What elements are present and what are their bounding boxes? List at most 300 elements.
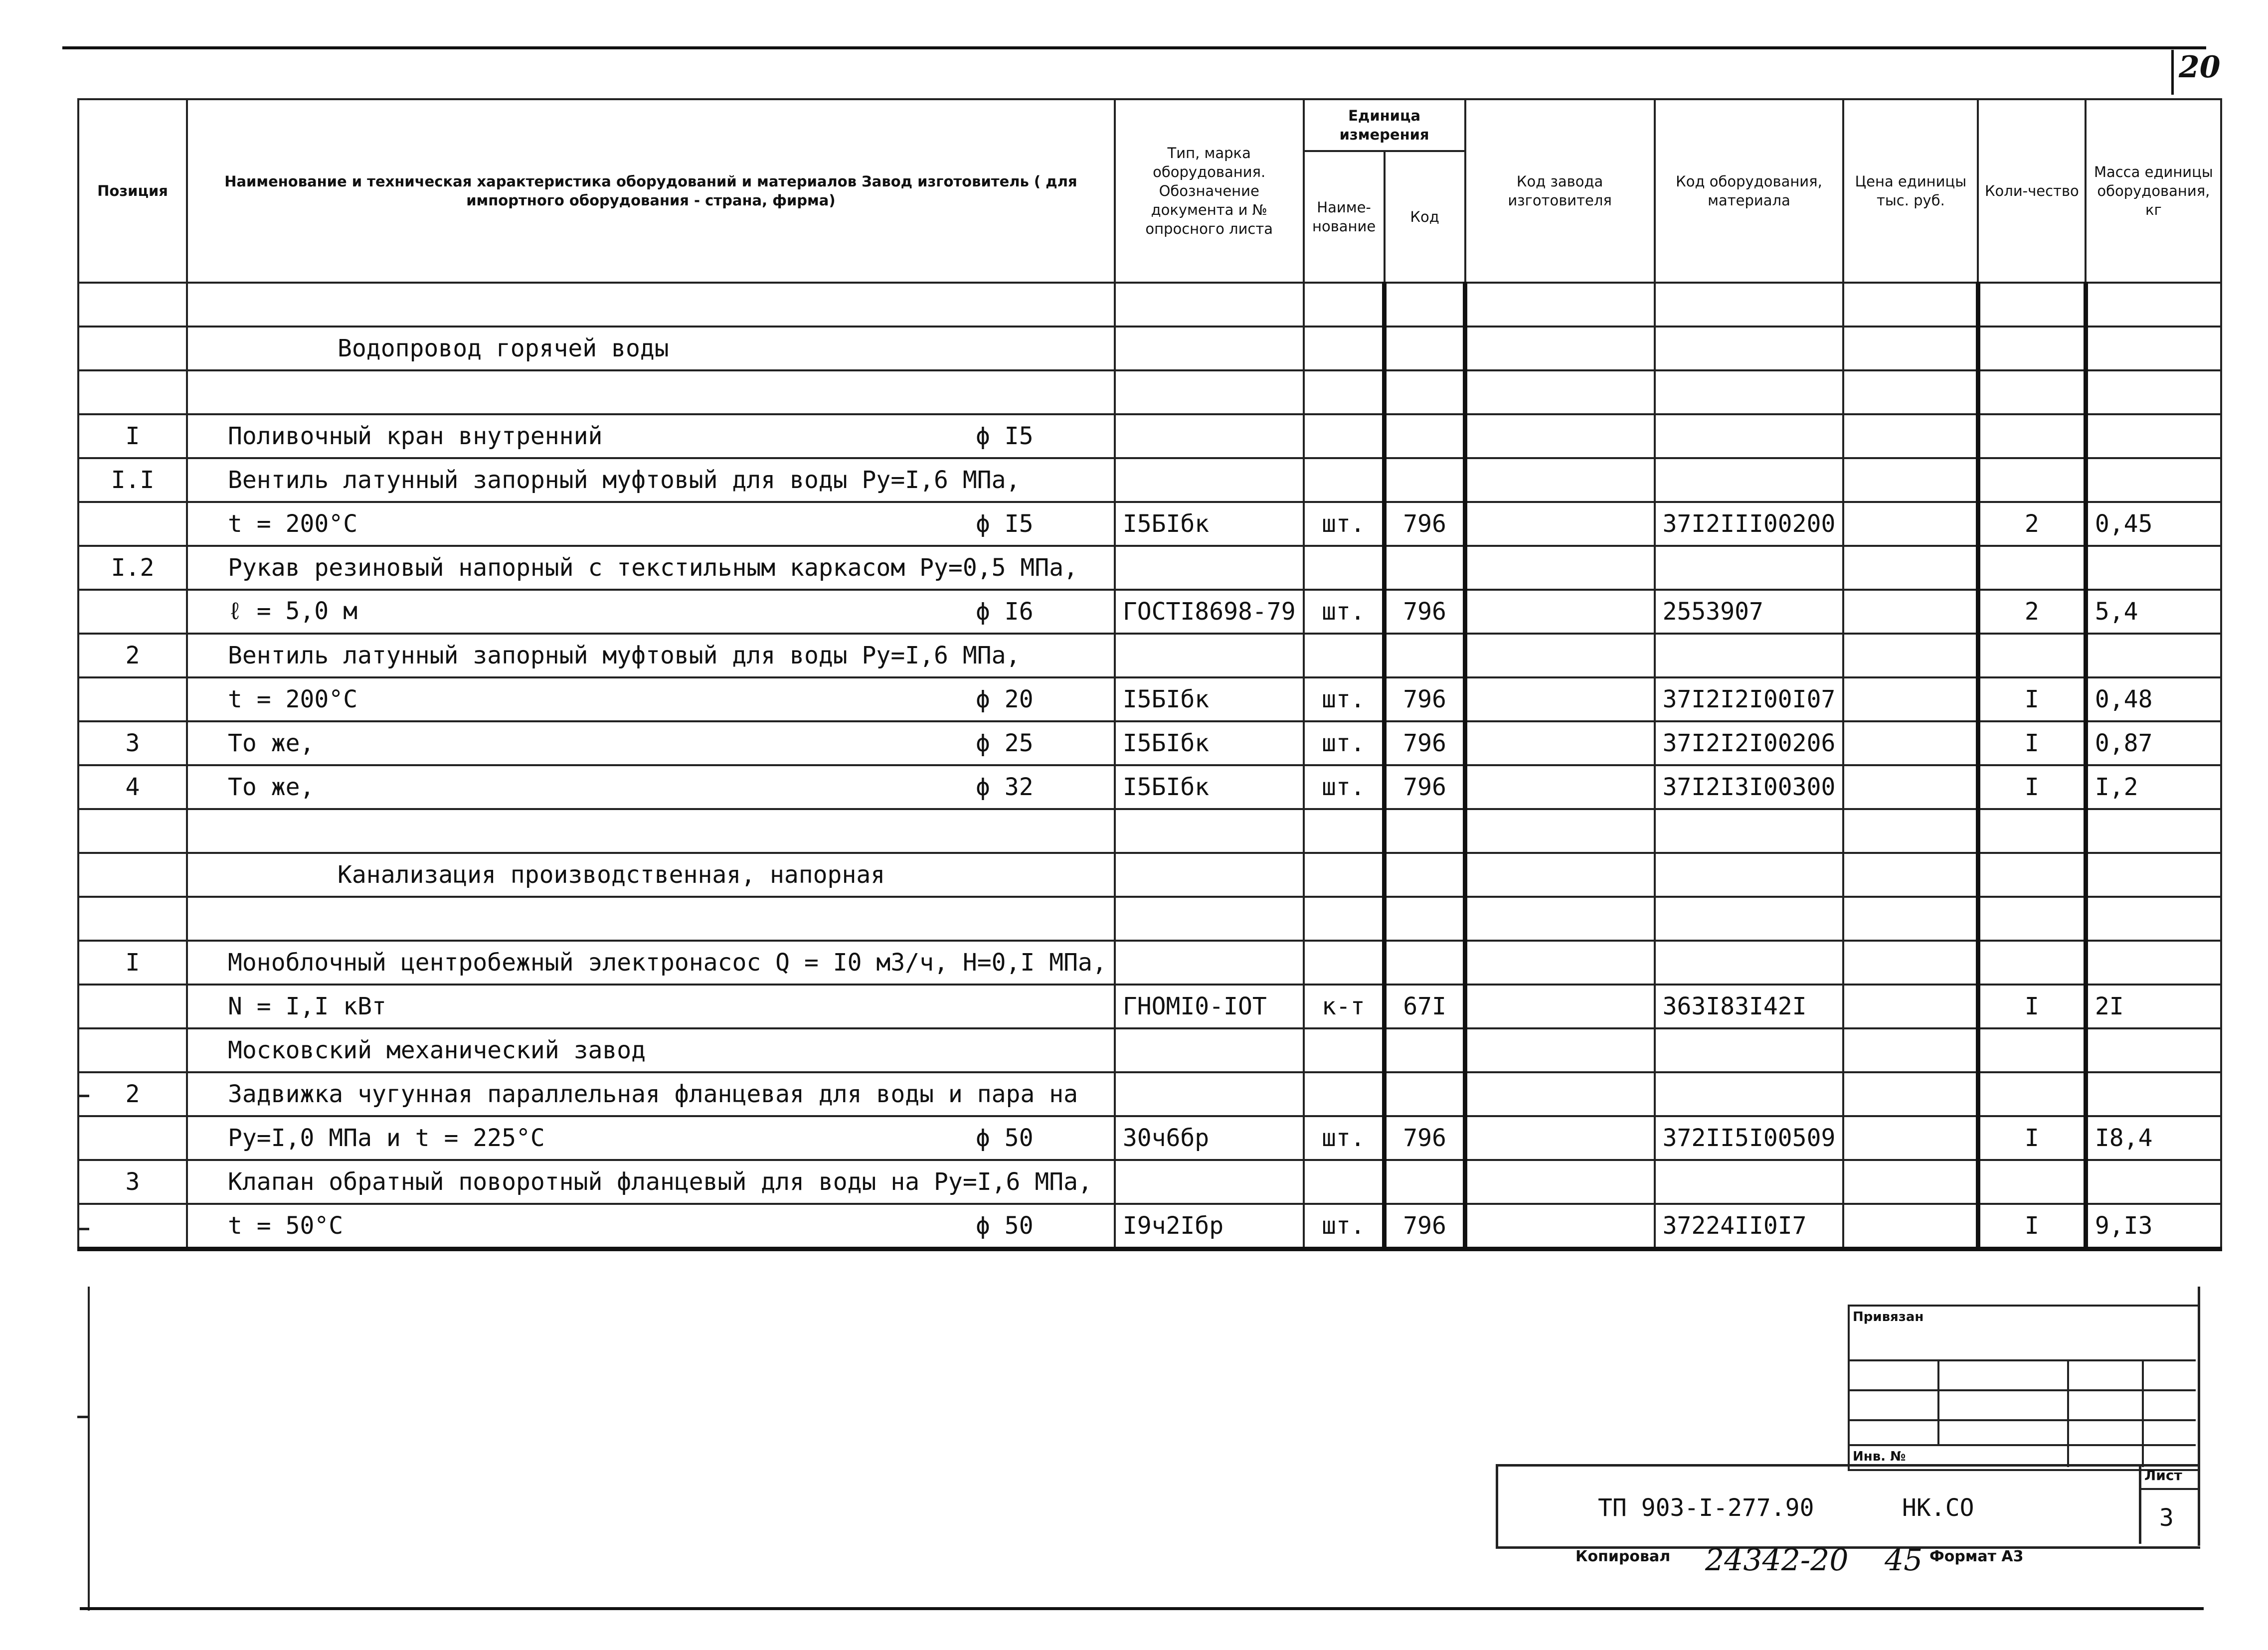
header-plant-code: Код завода изготовителя bbox=[1465, 99, 1655, 283]
row-mass bbox=[2086, 634, 2221, 677]
row-plant-code bbox=[1465, 765, 1655, 809]
row-name bbox=[187, 1204, 1115, 1249]
row-type: I5БIбк bbox=[1115, 677, 1304, 721]
sheet-label: Лист bbox=[2144, 1467, 2182, 1484]
row-unit-name bbox=[1304, 327, 1385, 370]
row-unit-name bbox=[1304, 458, 1385, 502]
row-position bbox=[78, 370, 187, 414]
row-name bbox=[187, 897, 1115, 941]
row-diameter: ϕ 20 bbox=[976, 685, 1034, 713]
row-diameter: ϕ I6 bbox=[976, 598, 1034, 626]
row-qty bbox=[1978, 283, 2086, 327]
row-name bbox=[187, 634, 1115, 677]
row-unit-code: 796 bbox=[1385, 677, 1465, 721]
row-position bbox=[78, 853, 187, 897]
row-mass bbox=[2086, 897, 2221, 941]
row-qty bbox=[1978, 458, 2086, 502]
row-plant-code bbox=[1465, 985, 1655, 1028]
sheet-value: 3 bbox=[2159, 1504, 2174, 1532]
row-price bbox=[1843, 283, 1978, 327]
footer-signature-number: 45 bbox=[1885, 1543, 1923, 1578]
document-mark: НК.СО bbox=[1902, 1494, 1974, 1522]
row-qty bbox=[1978, 634, 2086, 677]
row-mass: 0,45 bbox=[2086, 502, 2221, 546]
row-price bbox=[1843, 546, 1978, 590]
table-row bbox=[78, 327, 2221, 370]
archive-number: 24342-20 bbox=[1705, 1543, 1849, 1578]
row-position: 2 bbox=[78, 634, 187, 677]
row-type: I5БIбк bbox=[1115, 765, 1304, 809]
row-price bbox=[1843, 414, 1978, 458]
row-qty bbox=[1978, 1072, 2086, 1116]
margin-tick bbox=[77, 1228, 89, 1230]
row-equip-code: 37224II0I7 bbox=[1655, 1204, 1844, 1249]
row-price bbox=[1843, 897, 1978, 941]
row-name-text: Водопровод горячей воды bbox=[338, 334, 669, 362]
row-mass: 9,I3 bbox=[2086, 1204, 2221, 1249]
row-price bbox=[1843, 1028, 1978, 1072]
table-row bbox=[78, 677, 2221, 721]
row-name bbox=[187, 1116, 1115, 1160]
stamp-rule bbox=[2067, 1359, 2069, 1467]
row-equip-code: 37I2I2I00206 bbox=[1655, 721, 1844, 765]
row-mass: I,2 bbox=[2086, 765, 2221, 809]
row-unit-code bbox=[1385, 414, 1465, 458]
row-mass: 0,87 bbox=[2086, 721, 2221, 765]
row-unit-name bbox=[1304, 897, 1385, 941]
row-unit-name bbox=[1304, 414, 1385, 458]
row-diameter: ϕ 25 bbox=[976, 729, 1034, 757]
row-type bbox=[1115, 414, 1304, 458]
row-name bbox=[187, 414, 1115, 458]
row-mass bbox=[2086, 283, 2221, 327]
header-position: Позиция bbox=[78, 99, 187, 283]
row-unit-code bbox=[1385, 853, 1465, 897]
row-name bbox=[187, 283, 1115, 327]
row-unit-code bbox=[1385, 327, 1465, 370]
row-equip-code: 37I2I3I00300 bbox=[1655, 765, 1844, 809]
row-plant-code bbox=[1465, 327, 1655, 370]
row-price bbox=[1843, 1116, 1978, 1160]
row-unit-code bbox=[1385, 634, 1465, 677]
row-qty: I bbox=[1978, 721, 2086, 765]
row-mass bbox=[2086, 1028, 2221, 1072]
header-name: Наименование и техническая характеристика оборудований и материалов Завод изготовитель ( для импортного оборудования - страна, фирма) bbox=[187, 99, 1115, 283]
row-name-text: t = 200°C bbox=[228, 510, 358, 538]
row-unit-name bbox=[1304, 370, 1385, 414]
row-equip-code: 363I83I42I bbox=[1655, 985, 1844, 1028]
row-name-text: Московский механический завод bbox=[228, 1036, 646, 1064]
row-qty bbox=[1978, 941, 2086, 985]
row-mass bbox=[2086, 941, 2221, 985]
stamp-rule bbox=[1937, 1359, 1939, 1444]
table-row bbox=[78, 1204, 2221, 1249]
row-price bbox=[1843, 1160, 1978, 1204]
row-price bbox=[1843, 677, 1978, 721]
row-qty bbox=[1978, 546, 2086, 590]
row-name-text: t = 50°C bbox=[228, 1212, 344, 1240]
row-position bbox=[78, 590, 187, 634]
row-diameter: ϕ I5 bbox=[976, 510, 1034, 538]
row-name-text: Канализация производственная, напорная bbox=[338, 861, 885, 889]
row-plant-code bbox=[1465, 1028, 1655, 1072]
row-unit-name bbox=[1304, 1072, 1385, 1116]
row-diameter: ϕ 50 bbox=[976, 1212, 1034, 1240]
row-equip-code bbox=[1655, 327, 1844, 370]
row-plant-code bbox=[1465, 283, 1655, 327]
row-mass bbox=[2086, 458, 2221, 502]
table-row bbox=[78, 458, 2221, 502]
row-type bbox=[1115, 327, 1304, 370]
row-unit-name bbox=[1304, 809, 1385, 853]
table-row bbox=[78, 502, 2221, 546]
row-position: I bbox=[78, 941, 187, 985]
row-type: I9ч2Iбр bbox=[1115, 1204, 1304, 1249]
row-unit-name bbox=[1304, 1160, 1385, 1204]
row-unit-name bbox=[1304, 634, 1385, 677]
binding-stamp bbox=[1848, 1305, 2198, 1469]
row-price bbox=[1843, 1072, 1978, 1116]
row-name bbox=[187, 546, 1115, 590]
row-diameter: ϕ 32 bbox=[976, 773, 1034, 801]
row-price bbox=[1843, 1204, 1978, 1249]
table-row bbox=[78, 1072, 2221, 1116]
row-qty bbox=[1978, 1028, 2086, 1072]
row-qty: 2 bbox=[1978, 590, 2086, 634]
row-diameter: ϕ 50 bbox=[976, 1124, 1034, 1152]
row-name-text: Клапан обратный поворотный фланцевый для воды на Ру=I,6 МПа, bbox=[228, 1168, 1092, 1196]
row-price bbox=[1843, 985, 1978, 1028]
stamp-bound-label: Привязан bbox=[1853, 1310, 1924, 1324]
row-position: I.I bbox=[78, 458, 187, 502]
row-type bbox=[1115, 1072, 1304, 1116]
header-type: Тип, марка оборудования. Обозначение документа и № опросного листа bbox=[1115, 99, 1304, 283]
row-unit-name bbox=[1304, 546, 1385, 590]
row-unit-code bbox=[1385, 1160, 1465, 1204]
row-price bbox=[1843, 853, 1978, 897]
sheet-cell bbox=[2139, 1464, 2200, 1544]
row-type bbox=[1115, 370, 1304, 414]
row-name-text: То же, bbox=[228, 729, 315, 757]
row-unit-code: 796 bbox=[1385, 502, 1465, 546]
row-type bbox=[1115, 1160, 1304, 1204]
row-name-text: Ру=I,0 МПа и t = 225°C bbox=[228, 1124, 545, 1152]
row-equip-code bbox=[1655, 897, 1844, 941]
row-name-text: Вентиль латунный запорный муфтовый для воды Ру=I,6 МПа, bbox=[228, 642, 1021, 669]
row-mass bbox=[2086, 853, 2221, 897]
row-type bbox=[1115, 546, 1304, 590]
row-price bbox=[1843, 327, 1978, 370]
row-mass bbox=[2086, 1072, 2221, 1116]
row-qty bbox=[1978, 853, 2086, 897]
header-price: Цена единицы тыс. руб. bbox=[1843, 99, 1978, 283]
row-plant-code bbox=[1465, 853, 1655, 897]
row-name bbox=[187, 1028, 1115, 1072]
margin-tick bbox=[77, 1095, 89, 1097]
row-name-text: Моноблочный центробежный электронасос Q = I0 м3/ч, Н=0,I МПа, bbox=[228, 949, 1107, 977]
copied-label: Копировал bbox=[1575, 1548, 1671, 1565]
row-name-text: N = I,I кВт bbox=[228, 992, 386, 1020]
row-plant-code bbox=[1465, 809, 1655, 853]
frame-left-line bbox=[88, 1287, 90, 1611]
table-row bbox=[78, 546, 2221, 590]
row-price bbox=[1843, 634, 1978, 677]
bottom-border-line bbox=[80, 1607, 2204, 1610]
row-plant-code bbox=[1465, 1116, 1655, 1160]
row-name bbox=[187, 370, 1115, 414]
row-name bbox=[187, 590, 1115, 634]
row-position: I.2 bbox=[78, 546, 187, 590]
row-price bbox=[1843, 502, 1978, 546]
row-equip-code bbox=[1655, 1028, 1844, 1072]
row-plant-code bbox=[1465, 941, 1655, 985]
row-unit-name: шт. bbox=[1304, 1204, 1385, 1249]
row-type: I5БIбк bbox=[1115, 502, 1304, 546]
row-name bbox=[187, 721, 1115, 765]
row-type bbox=[1115, 283, 1304, 327]
row-type bbox=[1115, 809, 1304, 853]
row-qty: I bbox=[1978, 765, 2086, 809]
row-unit-name: шт. bbox=[1304, 765, 1385, 809]
row-position bbox=[78, 1028, 187, 1072]
row-position bbox=[78, 1204, 187, 1249]
row-qty bbox=[1978, 809, 2086, 853]
row-mass bbox=[2086, 327, 2221, 370]
header-unit-code: Код bbox=[1385, 151, 1465, 283]
row-qty bbox=[1978, 897, 2086, 941]
table-row bbox=[78, 414, 2221, 458]
row-plant-code bbox=[1465, 721, 1655, 765]
row-unit-code: 796 bbox=[1385, 1116, 1465, 1160]
header-mass: Масса единицы оборудования, кг bbox=[2086, 99, 2221, 283]
row-mass: I8,4 bbox=[2086, 1116, 2221, 1160]
row-plant-code bbox=[1465, 546, 1655, 590]
row-position bbox=[78, 1116, 187, 1160]
row-unit-name: шт. bbox=[1304, 677, 1385, 721]
row-unit-code: 796 bbox=[1385, 1204, 1465, 1249]
row-equip-code bbox=[1655, 458, 1844, 502]
row-price bbox=[1843, 765, 1978, 809]
row-name-text: Поливочный кран внутренний bbox=[228, 422, 603, 450]
header-equip-code: Код оборудования, материала bbox=[1655, 99, 1844, 283]
row-unit-name: шт. bbox=[1304, 502, 1385, 546]
row-equip-code bbox=[1655, 546, 1844, 590]
row-plant-code bbox=[1465, 458, 1655, 502]
row-name bbox=[187, 327, 1115, 370]
row-unit-code bbox=[1385, 283, 1465, 327]
table-row bbox=[78, 985, 2221, 1028]
row-plant-code bbox=[1465, 370, 1655, 414]
row-qty bbox=[1978, 414, 2086, 458]
stamp-rule bbox=[2142, 1359, 2144, 1467]
row-plant-code bbox=[1465, 1160, 1655, 1204]
row-unit-code bbox=[1385, 1072, 1465, 1116]
table-row bbox=[78, 721, 2221, 765]
row-name bbox=[187, 941, 1115, 985]
row-unit-code bbox=[1385, 370, 1465, 414]
row-type bbox=[1115, 941, 1304, 985]
row-unit-code bbox=[1385, 941, 1465, 985]
row-plant-code bbox=[1465, 414, 1655, 458]
row-qty: I bbox=[1978, 1116, 2086, 1160]
row-qty: I bbox=[1978, 985, 2086, 1028]
row-name bbox=[187, 765, 1115, 809]
row-type bbox=[1115, 634, 1304, 677]
row-equip-code bbox=[1655, 809, 1844, 853]
title-block bbox=[1496, 1464, 2200, 1549]
row-name bbox=[187, 1160, 1115, 1204]
row-type: I5БIбк bbox=[1115, 721, 1304, 765]
row-unit-name: к-т bbox=[1304, 985, 1385, 1028]
table-row bbox=[78, 634, 2221, 677]
row-name-text: Задвижка чугунная параллельная фланцевая для воды и пара на bbox=[228, 1080, 1078, 1108]
row-name bbox=[187, 502, 1115, 546]
table-row bbox=[78, 1160, 2221, 1204]
row-name-text: То же, bbox=[228, 773, 315, 801]
row-name-text: Вентиль латунный запорный муфтовый для воды Ру=I,6 МПа, bbox=[228, 466, 1021, 494]
row-mass: 2I bbox=[2086, 985, 2221, 1028]
row-unit-name bbox=[1304, 853, 1385, 897]
row-equip-code bbox=[1655, 370, 1844, 414]
format-label: Формат А3 bbox=[1929, 1548, 2024, 1565]
row-unit-name: шт. bbox=[1304, 590, 1385, 634]
row-plant-code bbox=[1465, 590, 1655, 634]
row-price bbox=[1843, 941, 1978, 985]
row-equip-code bbox=[1655, 634, 1844, 677]
row-unit-code bbox=[1385, 458, 1465, 502]
row-type bbox=[1115, 1028, 1304, 1072]
row-plant-code bbox=[1465, 1072, 1655, 1116]
row-position bbox=[78, 283, 187, 327]
row-price bbox=[1843, 370, 1978, 414]
row-unit-name: шт. bbox=[1304, 721, 1385, 765]
row-position: I bbox=[78, 414, 187, 458]
top-border-line bbox=[62, 46, 2206, 49]
table-row bbox=[78, 809, 2221, 853]
row-qty: I bbox=[1978, 1204, 2086, 1249]
row-equip-code: 2553907 bbox=[1655, 590, 1844, 634]
row-mass bbox=[2086, 546, 2221, 590]
table-row bbox=[78, 283, 2221, 327]
row-price bbox=[1843, 721, 1978, 765]
row-position bbox=[78, 985, 187, 1028]
row-unit-name bbox=[1304, 1028, 1385, 1072]
footer bbox=[1575, 1543, 2024, 1578]
row-equip-code bbox=[1655, 941, 1844, 985]
row-equip-code bbox=[1655, 414, 1844, 458]
row-unit-name bbox=[1304, 941, 1385, 985]
table-row bbox=[78, 897, 2221, 941]
row-name bbox=[187, 1072, 1115, 1116]
row-mass: 0,48 bbox=[2086, 677, 2221, 721]
row-unit-code bbox=[1385, 1028, 1465, 1072]
row-price bbox=[1843, 809, 1978, 853]
row-price bbox=[1843, 458, 1978, 502]
row-plant-code bbox=[1465, 502, 1655, 546]
row-unit-name bbox=[1304, 283, 1385, 327]
row-unit-code: 796 bbox=[1385, 721, 1465, 765]
row-position: 3 bbox=[78, 721, 187, 765]
sheet-cell-rule bbox=[2141, 1488, 2200, 1490]
row-mass bbox=[2086, 1160, 2221, 1204]
row-plant-code bbox=[1465, 1204, 1655, 1249]
row-position bbox=[78, 809, 187, 853]
specification-table bbox=[77, 98, 2222, 1251]
row-position bbox=[78, 897, 187, 941]
row-type: 30ч6бр bbox=[1115, 1116, 1304, 1160]
row-name bbox=[187, 853, 1115, 897]
table-row bbox=[78, 1028, 2221, 1072]
row-unit-code: 67I bbox=[1385, 985, 1465, 1028]
row-price bbox=[1843, 590, 1978, 634]
header-qty: Коли-чество bbox=[1978, 99, 2086, 283]
row-qty bbox=[1978, 370, 2086, 414]
table-row bbox=[78, 765, 2221, 809]
row-name bbox=[187, 985, 1115, 1028]
row-unit-code bbox=[1385, 809, 1465, 853]
row-position: 4 bbox=[78, 765, 187, 809]
row-type bbox=[1115, 853, 1304, 897]
header-unit-group: Единица измерения bbox=[1304, 99, 1465, 151]
row-qty: 2 bbox=[1978, 502, 2086, 546]
row-position: 2 bbox=[78, 1072, 187, 1116]
row-qty bbox=[1978, 1160, 2086, 1204]
row-unit-code: 796 bbox=[1385, 590, 1465, 634]
row-unit-name: шт. bbox=[1304, 1116, 1385, 1160]
row-plant-code bbox=[1465, 677, 1655, 721]
row-equip-code: 372II5I00509 bbox=[1655, 1116, 1844, 1160]
row-equip-code bbox=[1655, 1072, 1844, 1116]
row-equip-code bbox=[1655, 1160, 1844, 1204]
sheet-number: 20 bbox=[2171, 50, 2209, 95]
table-row bbox=[78, 853, 2221, 897]
row-mass: 5,4 bbox=[2086, 590, 2221, 634]
row-type bbox=[1115, 458, 1304, 502]
row-mass bbox=[2086, 414, 2221, 458]
row-mass bbox=[2086, 809, 2221, 853]
row-equip-code: 37I2III00200 bbox=[1655, 502, 1844, 546]
row-unit-code bbox=[1385, 897, 1465, 941]
stamp-inv-label: Инв. № bbox=[1853, 1449, 1906, 1464]
header-unit-name: Наиме-нование bbox=[1304, 151, 1385, 283]
row-name-text: Рукав резиновый напорный с текстильным каркасом Ру=0,5 МПа, bbox=[228, 554, 1078, 582]
row-qty: I bbox=[1978, 677, 2086, 721]
row-mass bbox=[2086, 370, 2221, 414]
table-row bbox=[78, 1116, 2221, 1160]
row-diameter: ϕ I5 bbox=[976, 422, 1034, 450]
row-position bbox=[78, 327, 187, 370]
row-position: 3 bbox=[78, 1160, 187, 1204]
row-equip-code bbox=[1655, 283, 1844, 327]
row-unit-code bbox=[1385, 546, 1465, 590]
document-code: ТП 903-I-277.90 bbox=[1598, 1494, 1814, 1522]
table-row bbox=[78, 941, 2221, 985]
row-name bbox=[187, 809, 1115, 853]
row-type bbox=[1115, 897, 1304, 941]
row-type: ГОСТI8698-79 bbox=[1115, 590, 1304, 634]
row-name bbox=[187, 458, 1115, 502]
row-qty bbox=[1978, 327, 2086, 370]
row-type: ГНОМI0-IОТ bbox=[1115, 985, 1304, 1028]
row-position bbox=[78, 502, 187, 546]
row-name-text: t = 200°C bbox=[228, 685, 358, 713]
table-row bbox=[78, 370, 2221, 414]
row-unit-code: 796 bbox=[1385, 765, 1465, 809]
table-row bbox=[78, 590, 2221, 634]
row-position bbox=[78, 677, 187, 721]
row-equip-code: 37I2I2I00I07 bbox=[1655, 677, 1844, 721]
row-name-text: ℓ = 5,0 м bbox=[228, 597, 357, 625]
